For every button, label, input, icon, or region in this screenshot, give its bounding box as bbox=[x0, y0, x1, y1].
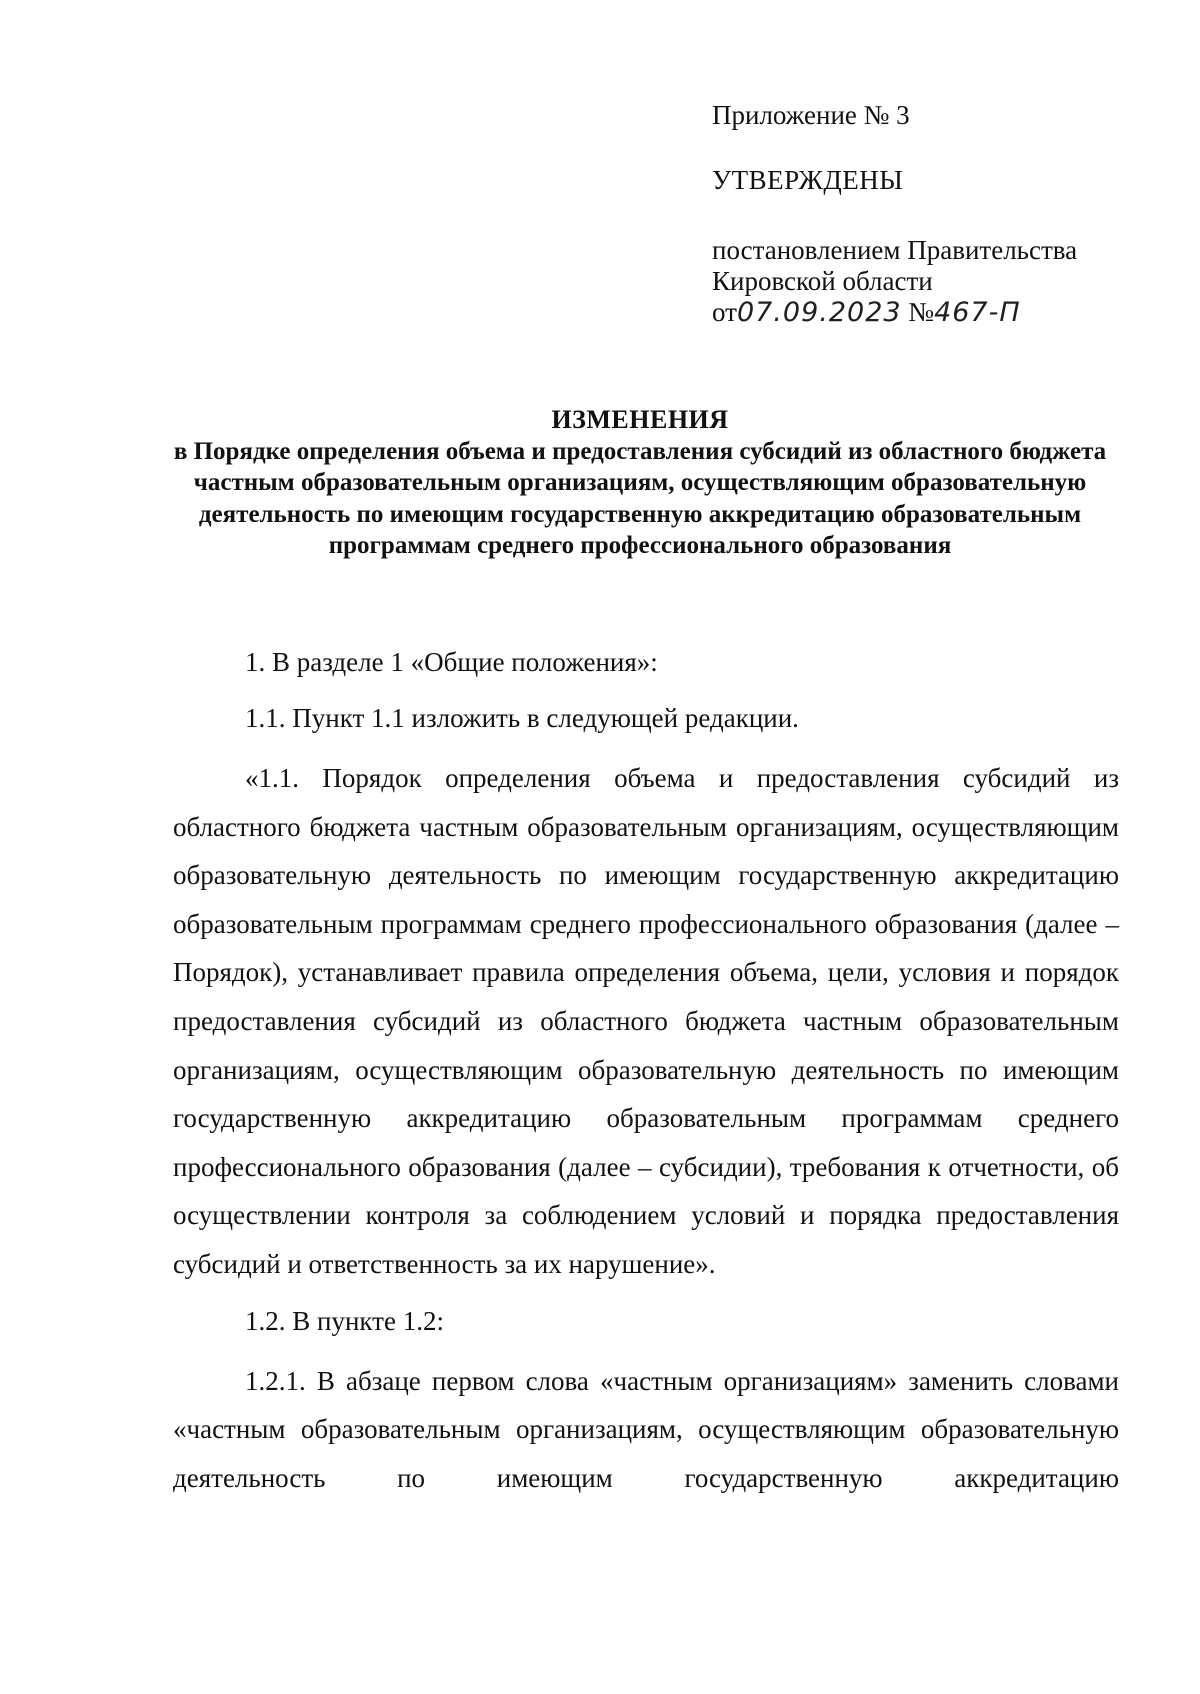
paragraph-1-2-1: 1.2.1. В абзаце первом слова «частным организациям» заменить словами «частным образовательным организациям, осуществляющим образовательную деятельность по имеющим государственную аккредитацию bbox=[173, 1365, 1119, 1493]
document-title: ИЗМЕНЕНИЯ bbox=[551, 405, 729, 434]
document-title-block bbox=[165, 404, 1115, 562]
paragraph-1-1: 1.1. Пункт 1.1 изложить в следующей редакции. bbox=[245, 703, 799, 733]
paragraph-1: 1. В разделе 1 «Общие положения»: bbox=[245, 647, 658, 677]
handwritten-date: 07.09.2023 bbox=[736, 297, 902, 328]
date-prefix: от bbox=[712, 297, 737, 327]
approved-label: УТВЕРЖДЕНЫ bbox=[712, 165, 904, 195]
approved-by-line-2: Кировской области bbox=[712, 266, 933, 296]
document-subtitle: в Порядке определения объема и предоставления субсидий из областного бюджета частным образовательным организациям, осуществляющим образовательную деятельность по имеющим государственную аккредитацию образовательным программам среднего профессионального образования bbox=[173, 437, 1107, 559]
paragraph-quoted-1-1: «1.1. Порядок определения объема и предоставления субсидий из областного бюджета частным образовательным организациям, осуществляющим образовательную деятельность по имеющим государственную аккредитацию образовательным программам среднего профессионального образования (далее – Порядок), устанавливает правила определения объема, цели, условия и порядок предоставления субсидий из областного бюджета частным образовательным организациям, осуществляющим образовательную деятельность по имеющим государственную аккредитацию образовательным программам среднего профессионального образования (далее – субсидии), требования к отчетности, об осуществлении контроля за соблюдением условий и порядка предоставления субсидий и ответственность за их нарушение». bbox=[173, 763, 1119, 1279]
approved-by-line-1: постановлением Правительства bbox=[712, 235, 1078, 265]
handwritten-number: 467-П bbox=[934, 297, 1021, 328]
appendix-number: Приложение № 3 bbox=[712, 100, 910, 130]
number-prefix: № bbox=[908, 297, 935, 327]
paragraph-1-2: 1.2. В пункте 1.2: bbox=[245, 1305, 444, 1336]
resolution-date-number bbox=[712, 297, 1152, 328]
document-body bbox=[173, 642, 1119, 1502]
approval-stamp-block bbox=[712, 100, 1152, 328]
